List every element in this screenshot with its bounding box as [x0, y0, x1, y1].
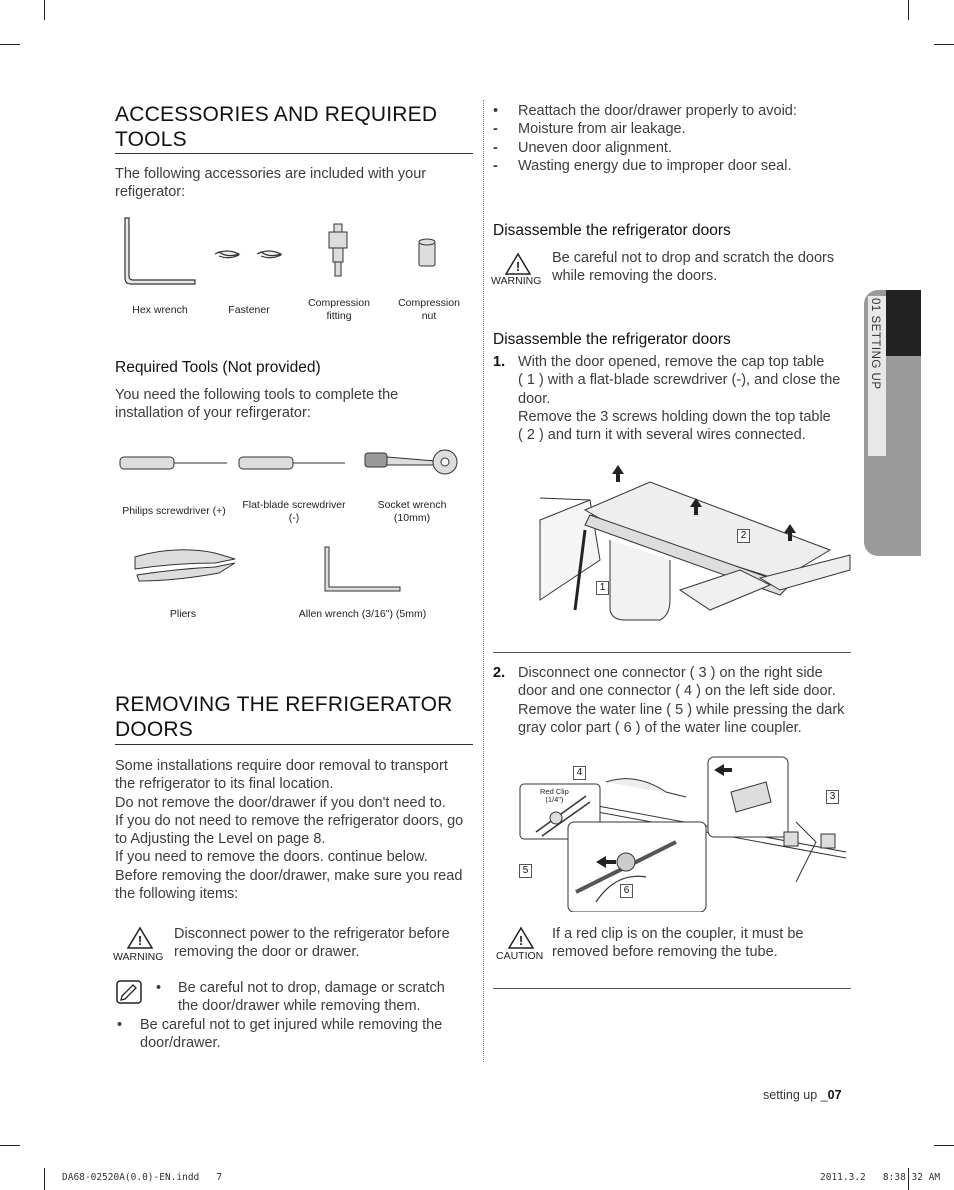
accessories-intro: The following accessories are included with your refigerator:: [115, 166, 427, 201]
crop-mark: [934, 44, 954, 45]
svg-text:!: !: [515, 259, 521, 274]
warning-icon: [126, 926, 154, 950]
callout-2: 2: [737, 529, 750, 543]
required-tools-intro: You need the following tools to complete the installation of your refirgerator:: [115, 387, 399, 422]
note-bullet-2: Be careful not to get injured while removing the door/drawer.: [140, 1017, 443, 1052]
note-bullet-1: Be careful not to drop, damage or scratch the door/drawer while removing them.: [178, 980, 445, 1015]
accessories-illustrations: [115, 212, 465, 287]
file-timestamp: 2011.3.2 8:38:32 AM: [820, 1172, 941, 1183]
crop-mark: [908, 0, 909, 20]
crop-mark: [44, 1168, 45, 1190]
compression-nut-label: Compression nut: [398, 297, 460, 322]
warning-icon: [504, 252, 532, 276]
top-table-diagram: [530, 460, 854, 650]
callout-5: 5: [519, 864, 532, 878]
step-1-number: 1.: [493, 354, 506, 370]
section-2-title: Disassemble the refrigerator doors: [493, 331, 731, 348]
caution-label: CAUTION: [496, 950, 544, 962]
callout-6: 6: [620, 884, 633, 898]
title-rule: [115, 744, 473, 745]
section-rule: [493, 652, 851, 653]
removing-doors-intro: Some installations require door removal to transport the refrigerator to its final location. Do not remove the door/drawer if you don't need to. If you do not need to remove the refrigerator doors, go to Adjusting the Level on page 8. If you need to remove the doors. continue below. Before removing the door/drawer, make sure you read the following items:: [115, 758, 464, 903]
step-2-text: Disconnect one connector ( 3 ) on the right side door and one connector ( 4 ) on the left side door. Remove the water line ( 5 ) while pressing the dark gray color part ( 6 ) of the water line coupler.: [518, 665, 845, 736]
warning-text: Disconnect power to the refrigerator before removing the door or drawer.: [174, 926, 450, 961]
svg-text:!: !: [518, 933, 524, 948]
required-tools-title: Required Tools (Not provided): [115, 359, 321, 376]
red-clip-label: Red Clip (1/4"): [540, 787, 569, 804]
dash-item-2: Uneven door alignment.: [518, 140, 672, 156]
allen-wrench-icon: [325, 547, 400, 591]
side-tab-marker: [886, 290, 921, 356]
dash-item-1: Moisture from air leakage.: [518, 121, 686, 137]
bullet-dot: •: [493, 103, 499, 119]
crop-mark: [0, 1145, 20, 1146]
compression-fitting-label: Compression fitting: [308, 297, 370, 322]
reattach-bullet: Reattach the door/drawer properly to avoid:: [518, 103, 797, 119]
warning-label: WARNING: [113, 951, 164, 963]
crop-mark: [0, 44, 20, 45]
socket-wrench-icon: [365, 450, 457, 474]
title-rule: [115, 153, 473, 154]
note-icon: [116, 980, 142, 1004]
caution-icon: [507, 926, 535, 950]
philips-screwdriver-icon: [120, 457, 227, 469]
svg-text:!: !: [137, 933, 143, 948]
file-slug: DA68-02520A(0.0)-EN.indd 7: [62, 1172, 223, 1183]
accessories-title: ACCESSORIES AND REQUIRED TOOLS: [115, 103, 438, 151]
caution-text: If a red clip is on the coupler, it must be removed before removing the tube.: [552, 926, 804, 961]
connector-diagram: [516, 752, 852, 912]
compression-fitting-icon: [329, 224, 347, 276]
fastener-icon: [215, 251, 281, 258]
bullet-dot: •: [156, 980, 162, 996]
compression-nut-icon: [419, 239, 435, 266]
dash-marker: -: [493, 158, 498, 174]
hex-wrench-label: Hex wrench: [132, 304, 188, 316]
step-1-text: With the door opened, remove the cap top table ( 1 ) with a flat-blade screwdriver (-), and close the door. Remove the 3 screws holding down the top table ( 2 ) and turn it with several wires connected.: [518, 354, 841, 444]
dash-item-3: Wasting energy due to improper door seal.: [518, 158, 792, 174]
fastener-label: Fastener: [228, 304, 270, 316]
callout-3: 3: [826, 790, 839, 804]
warning-text: Be careful not to drop and scratch the doors while removing the doors.: [552, 250, 835, 285]
pliers-icon: [135, 550, 235, 581]
crop-mark: [934, 1145, 954, 1146]
dash-marker: -: [493, 121, 498, 137]
flat-blade-screwdriver-icon: [239, 457, 345, 469]
section-rule: [493, 988, 851, 989]
warning-label: WARNING: [491, 275, 542, 287]
pliers-label: Pliers: [169, 608, 197, 620]
callout-1: 1: [596, 581, 609, 595]
section-1-title: Disassemble the refrigerator doors: [493, 222, 731, 239]
column-divider: [483, 100, 484, 1062]
page-footer: setting up _07: [763, 1088, 842, 1102]
flat-blade-screwdriver-label: Flat-blade screwdriver (-): [242, 499, 346, 524]
dash-marker: -: [493, 140, 498, 156]
hex-wrench-icon: [125, 218, 195, 284]
crop-mark: [44, 0, 45, 20]
removing-doors-title: REMOVING THE REFRIGERATOR DOORS: [115, 693, 453, 741]
socket-wrench-label: Socket wrench (10mm): [377, 499, 447, 524]
philips-screwdriver-label: Philips screwdriver (+): [122, 505, 226, 517]
bullet-dot: •: [117, 1017, 123, 1033]
side-tab-label: 01 SETTING UP: [869, 298, 881, 390]
allen-wrench-label: Allen wrench (3/16") (5mm): [298, 608, 427, 620]
step-2-number: 2.: [493, 665, 506, 681]
callout-4: 4: [573, 766, 586, 780]
